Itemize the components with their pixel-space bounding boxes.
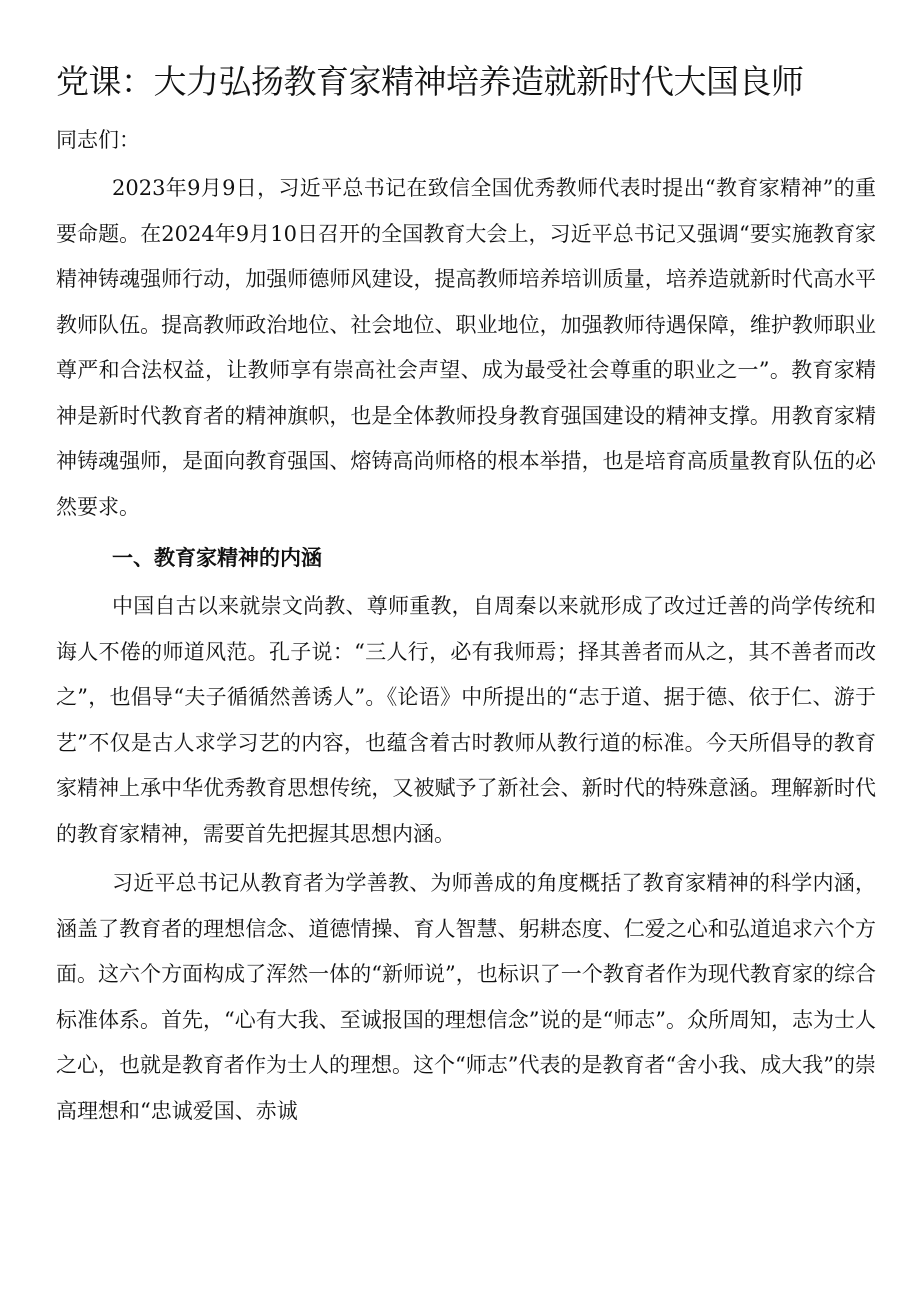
section-heading: 一、教育家精神的内涵 xyxy=(112,545,322,570)
section-paragraph-1: 中国自古以来就崇文尚教、尊师重教，自周秦以来就形成了改过迁善的尚学传统和诲人不倦的师道风范。孔子说：“三人行，必有我师焉；择其善者而从之，其不善者而改之”，也倡导“夫子循循然善诱人”。《论语》中所提出的“志于道、据于德、依于仁、游于艺”不仅是古人求学习艺的内容，也蕴含着古时教师从教行道的标准。今天所倡导的教育家精神上承中华优秀教育思想传统，又被赋予了新社会、新时代的特殊意涵。理解新时代的教育家精神，需要首先把握其思想内涵。 xyxy=(56,594,876,846)
salutation: 同志们： xyxy=(56,128,140,152)
document-page xyxy=(56,52,876,1138)
intro-paragraph: 2023年9月9日，习近平总书记在致信全国优秀教师代表时提出“教育家精神”的重要命题。在2024年9月10日召开的全国教育大会上，习近平总书记又强调“要实施教育家精神铸魂强师行动，加强师德师风建设，提高教师培养培训质量，培养造就新时代高水平教师队伍。提高教师政治地位、社会地位、职业地位，加强教师待遇保障，维护教师职业尊严和合法权益，让教师享有崇高社会声望、成为最受社会尊重的职业之一”。教育家精神是新时代教育者的精神旗帜，也是全体教师投身教育强国建设的精神支撑。用教育家精神铸魂强师，是面向教育强国、熔铸高尚师格的根本举措，也是培育高质量教育队伍的必然要求。 xyxy=(56,176,876,519)
section-paragraph-2: 习近平总书记从教育者为学善教、为师善成的角度概括了教育家精神的科学内涵，涵盖了教育者的理想信念、道德情操、育人智慧、躬耕态度、仁爱之心和弘道追求六个方面。这六个方面构成了浑然一体的“新师说”，也标识了一个教育者作为现代教育家的综合标准体系。首先，“心有大我、至诚报国的理想信念”说的是“师志”。众所周知，志为士人之心，也就是教育者作为士人的理想。这个“师志”代表的是教育者“舍小我、成大我”的崇高理想和“忠诚爱国、赤诚 xyxy=(56,871,876,1123)
document-title: 党课：大力弘扬教育家精神培养造就新时代大国良师 xyxy=(56,62,804,101)
